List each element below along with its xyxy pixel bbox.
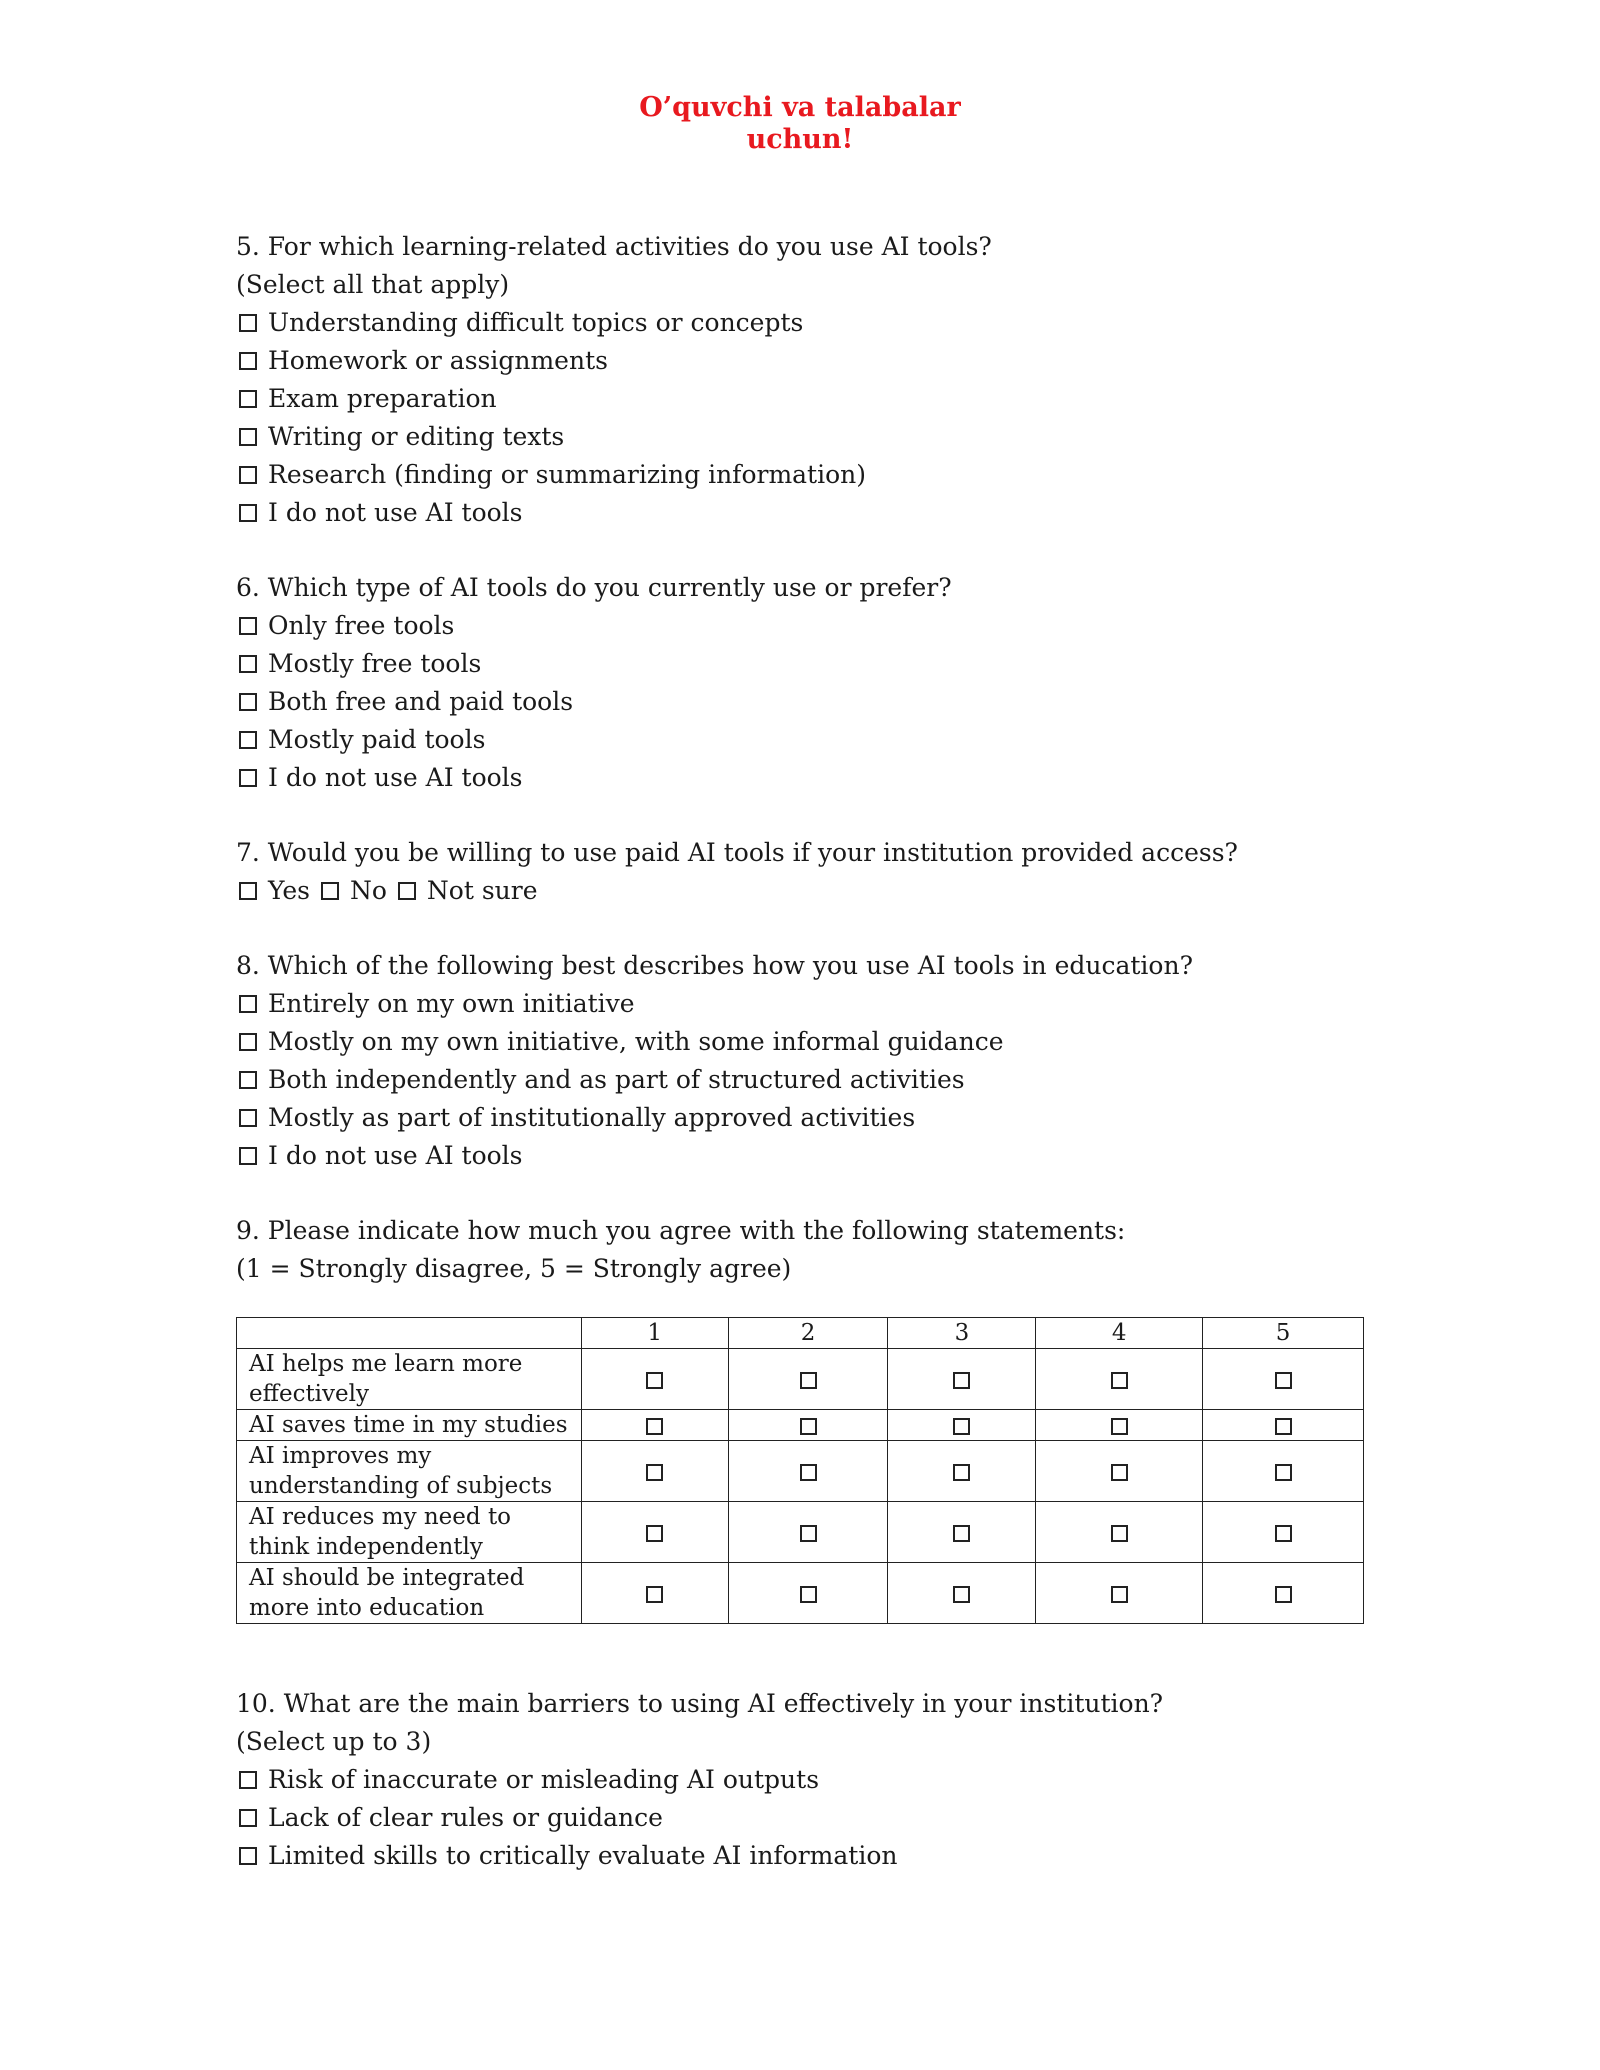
rating-cell[interactable] [728,1441,888,1502]
checkbox[interactable] [239,352,257,370]
rating-cell[interactable] [728,1410,888,1441]
question-note: (Select all that apply) [236,270,510,299]
checkbox[interactable] [239,504,257,522]
checkbox[interactable] [1111,1586,1128,1603]
question-8 [236,947,1436,1175]
option[interactable] [236,1837,1436,1875]
option-label: Not sure [426,876,538,905]
checkbox[interactable] [1275,1525,1292,1542]
rating-cell[interactable] [888,1441,1036,1502]
checkbox[interactable] [239,769,257,787]
option[interactable] [236,1137,1436,1175]
checkbox[interactable] [800,1372,817,1389]
rating-cell[interactable] [888,1563,1036,1624]
checkbox[interactable] [800,1586,817,1603]
checkbox[interactable] [239,1033,257,1051]
table-row [237,1563,1364,1624]
option-label: Yes [268,876,310,905]
title-line-2: uchun! [746,124,854,155]
option[interactable] [236,304,1436,342]
rating-cell[interactable] [581,1563,728,1624]
checkbox[interactable] [321,882,339,900]
statement: AI improves my understanding of subjects [237,1441,582,1502]
checkbox[interactable] [646,1372,663,1389]
rating-cell[interactable] [888,1502,1036,1563]
checkbox[interactable] [646,1418,663,1435]
checkbox[interactable] [239,617,257,635]
checkbox[interactable] [1275,1586,1292,1603]
statement: AI reduces my need to think independently [237,1502,582,1563]
header-blank [237,1318,582,1349]
checkbox[interactable] [239,693,257,711]
title-line-1: O’quvchi va talabalar [639,92,961,123]
checkbox[interactable] [953,1418,970,1435]
checkbox[interactable] [646,1586,663,1603]
checkbox[interactable] [239,1147,257,1165]
option-label: Mostly on my own initiative, with some informal guidance [268,1027,1004,1056]
checkbox[interactable] [239,1809,257,1827]
question-note: (Select up to 3) [236,1727,432,1756]
option-label: Entirely on my own initiative [268,989,635,1018]
option-label: Homework or assignments [268,346,608,375]
checkbox[interactable] [239,882,257,900]
option-label: No [349,876,387,905]
option-label: Writing or editing texts [268,422,565,451]
checkbox[interactable] [800,1418,817,1435]
table-header-row [237,1318,1364,1349]
checkbox[interactable] [239,1071,257,1089]
rating-cell[interactable] [728,1502,888,1563]
option-no[interactable] [318,872,387,910]
rating-cell[interactable] [1036,1349,1203,1410]
question-text: 10. What are the main barriers to using AI effectively in your institution? [236,1689,1164,1718]
scale-header: 3 [888,1318,1036,1349]
page-title [0,92,1600,156]
question-text: 5. For which learning-related activities do you use AI tools? [236,232,992,261]
checkbox[interactable] [1275,1418,1292,1435]
option-label: Understanding difficult topics or concepts [268,308,804,337]
checkbox[interactable] [239,731,257,749]
option[interactable] [236,494,1436,532]
checkbox[interactable] [398,882,416,900]
option[interactable] [236,1761,1436,1799]
checkbox[interactable] [239,390,257,408]
option-yes[interactable] [236,872,310,910]
rating-cell[interactable] [1203,1349,1364,1410]
question-text: 6. Which type of AI tools do you currently use or prefer? [236,573,952,602]
option-label: Both free and paid tools [268,687,574,716]
option[interactable] [236,1099,1436,1137]
checkbox[interactable] [953,1464,970,1481]
checkbox[interactable] [1275,1464,1292,1481]
rating-cell[interactable] [581,1349,728,1410]
option-label: Risk of inaccurate or misleading AI outputs [268,1765,820,1794]
option[interactable] [236,721,1436,759]
rating-cell[interactable] [1036,1563,1203,1624]
checkbox[interactable] [800,1464,817,1481]
rating-cell[interactable] [581,1502,728,1563]
table-row [237,1502,1364,1563]
rating-cell[interactable] [1203,1502,1364,1563]
rating-cell[interactable] [728,1349,888,1410]
scale-header: 1 [581,1318,728,1349]
option[interactable] [236,607,1436,645]
option-label: Exam preparation [268,384,497,413]
option-label: Research (finding or summarizing information) [268,460,866,489]
question-text: 8. Which of the following best describes how you use AI tools in education? [236,951,1193,980]
table-row [237,1441,1364,1502]
option-label: Limited skills to critically evaluate AI information [268,1841,898,1870]
rating-cell[interactable] [888,1349,1036,1410]
option-label: Lack of clear rules or guidance [268,1803,663,1832]
option-label: Mostly free tools [268,649,482,678]
option-label: Both independently and as part of structured activities [268,1065,965,1094]
question-7 [236,834,1436,910]
option[interactable] [236,380,1436,418]
option-not-sure[interactable] [395,872,538,910]
scale-header: 5 [1203,1318,1364,1349]
rating-cell[interactable] [581,1441,728,1502]
options-row [236,872,1436,910]
rating-cell[interactable] [1036,1502,1203,1563]
checkbox[interactable] [1111,1525,1128,1542]
checkbox[interactable] [1111,1372,1128,1389]
table-row [237,1349,1364,1410]
question-6 [236,569,1436,797]
rating-cell[interactable] [1203,1410,1364,1441]
rating-cell[interactable] [1203,1563,1364,1624]
option[interactable] [236,1799,1436,1837]
checkbox[interactable] [239,314,257,332]
option[interactable] [236,456,1436,494]
rating-cell[interactable] [888,1410,1036,1441]
likert-table [236,1317,1364,1624]
option[interactable] [236,418,1436,456]
question-5 [236,228,1436,532]
checkbox[interactable] [239,1771,257,1789]
option-label: I do not use AI tools [268,1141,523,1170]
checkbox[interactable] [1111,1464,1128,1481]
checkbox[interactable] [953,1586,970,1603]
option[interactable] [236,985,1436,1023]
option[interactable] [236,645,1436,683]
checkbox[interactable] [239,1109,257,1127]
checkbox[interactable] [953,1525,970,1542]
option[interactable] [236,1061,1436,1099]
option[interactable] [236,683,1436,721]
checkbox[interactable] [800,1525,817,1542]
rating-cell[interactable] [1036,1441,1203,1502]
option-label: Mostly as part of institutionally approved activities [268,1103,916,1132]
checkbox[interactable] [239,466,257,484]
rating-cell[interactable] [728,1563,888,1624]
option-label: I do not use AI tools [268,763,523,792]
question-note: (1 = Strongly disagree, 5 = Strongly agree) [236,1254,792,1283]
checkbox[interactable] [646,1464,663,1481]
checkbox[interactable] [239,995,257,1013]
question-10 [236,1685,1436,1875]
table-row [237,1410,1364,1441]
option[interactable] [236,759,1436,797]
checkbox[interactable] [1111,1418,1128,1435]
scale-header: 4 [1036,1318,1203,1349]
checkbox[interactable] [1275,1372,1292,1389]
option-label: I do not use AI tools [268,498,523,527]
rating-cell[interactable] [1203,1441,1364,1502]
rating-cell[interactable] [581,1410,728,1441]
statement: AI should be integrated more into education [237,1563,582,1624]
question-text: 7. Would you be willing to use paid AI tools if your institution provided access? [236,838,1238,867]
checkbox[interactable] [239,428,257,446]
checkbox[interactable] [646,1525,663,1542]
statement: AI saves time in my studies [237,1410,582,1441]
question-9 [236,1212,1436,1288]
checkbox[interactable] [239,655,257,673]
option-label: Only free tools [268,611,455,640]
checkbox[interactable] [239,1847,257,1865]
option[interactable] [236,1023,1436,1061]
statement: AI helps me learn more effectively [237,1349,582,1410]
question-text: 9. Please indicate how much you agree with the following statements: [236,1216,1126,1245]
rating-cell[interactable] [1036,1410,1203,1441]
option[interactable] [236,342,1436,380]
checkbox[interactable] [953,1372,970,1389]
option-label: Mostly paid tools [268,725,486,754]
scale-header: 2 [728,1318,888,1349]
